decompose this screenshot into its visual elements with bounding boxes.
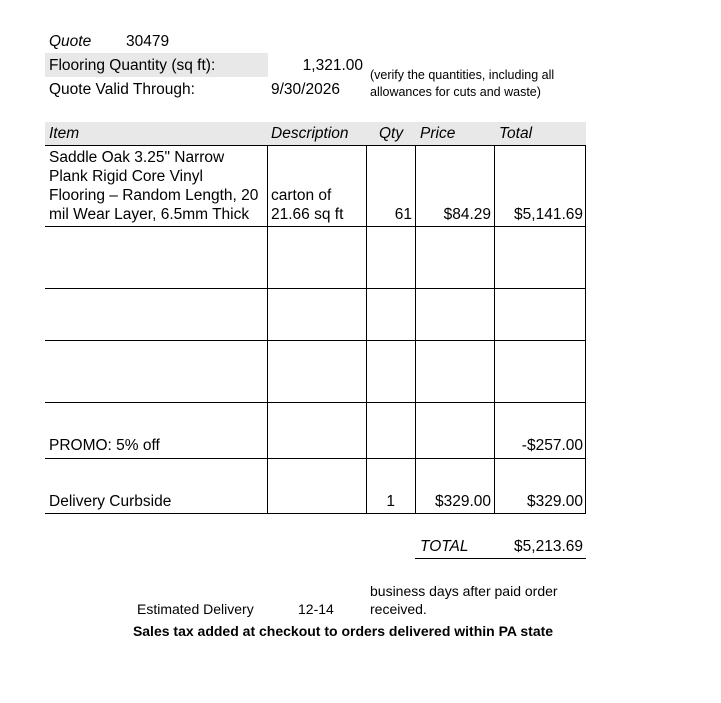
description-line: 21.66 sq ft: [271, 206, 344, 223]
row-divider: [45, 402, 586, 403]
header-item: Item: [49, 125, 80, 142]
column-divider: [415, 145, 416, 514]
header-description: Description: [271, 125, 349, 142]
column-divider: [267, 145, 268, 514]
quote-valid-date: 9/30/2026: [271, 81, 340, 98]
sales-tax-note: Sales tax added at checkout to orders delivered within PA state: [132, 623, 554, 639]
quote-valid-label: Quote Valid Through:: [49, 81, 195, 98]
column-divider: [366, 145, 367, 514]
grand-total-underline: [415, 558, 586, 559]
delivery-qty: 1: [386, 493, 395, 510]
delivery-item: Delivery Curbside: [49, 493, 172, 510]
column-divider: [494, 145, 495, 514]
quote-number: 30479: [126, 33, 170, 50]
grand-total-label: TOTAL: [420, 538, 469, 555]
row-divider: [45, 226, 586, 227]
item-line: Saddle Oak 3.25" Narrow: [49, 149, 225, 166]
table-bottom-border: [45, 513, 586, 514]
promo-item: PROMO: 5% off: [49, 437, 160, 454]
price-value: $84.29: [443, 206, 491, 223]
row-divider: [45, 340, 586, 341]
delivery-total: $329.00: [526, 493, 583, 510]
header-total: Total: [499, 125, 533, 142]
total-value: $5,141.69: [514, 206, 583, 223]
estimated-delivery-days: 12-14: [298, 601, 334, 617]
item-line: Flooring – Random Length, 20: [49, 187, 259, 204]
quote-label: Quote: [49, 33, 92, 50]
delivery-note-line2: received.: [370, 601, 427, 617]
item-line: mil Wear Layer, 6.5mm Thick: [49, 206, 250, 223]
promo-total: -$257.00: [521, 437, 583, 454]
description-line: carton of: [271, 187, 332, 204]
verify-note-line2: allowances for cuts and waste): [370, 85, 541, 99]
table-top-border: [45, 145, 586, 146]
delivery-price: $329.00: [434, 493, 491, 510]
estimated-delivery-label: Estimated Delivery: [137, 601, 254, 617]
row-divider: [45, 288, 586, 289]
flooring-quantity-value: 1,321.00: [302, 57, 363, 74]
verify-note-line1: (verify the quantities, including all: [370, 68, 555, 82]
row-divider: [45, 458, 586, 459]
header-qty: Qty: [379, 125, 404, 142]
grand-total-value: $5,213.69: [514, 538, 583, 555]
table-right-border: [585, 145, 586, 514]
delivery-note-line1: business days after paid order: [370, 583, 558, 599]
header-price: Price: [420, 125, 456, 142]
item-line: Plank Rigid Core Vinyl: [49, 168, 203, 185]
qty-value: 61: [394, 206, 412, 223]
flooring-quantity-label: Flooring Quantity (sq ft):: [49, 57, 216, 74]
